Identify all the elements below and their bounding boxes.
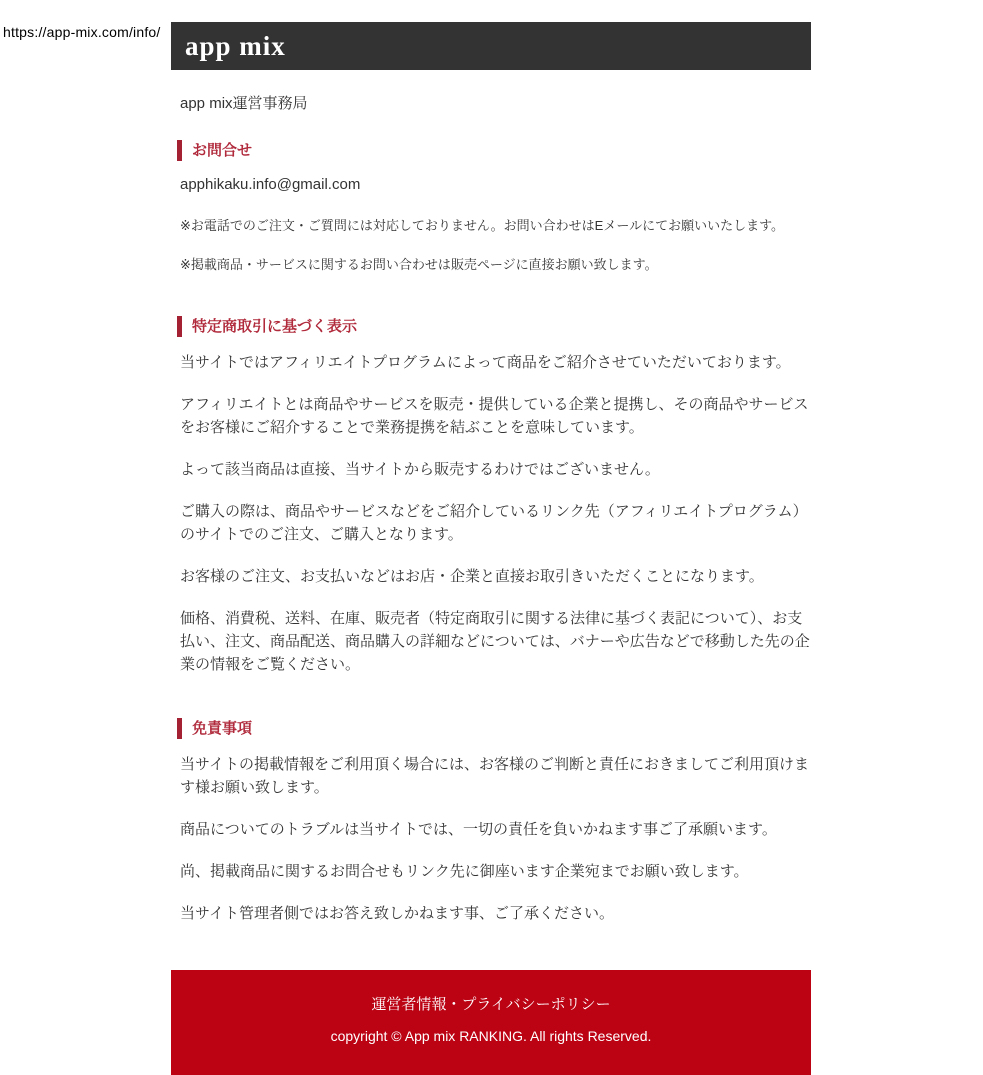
site-title[interactable]: app mix xyxy=(185,30,286,61)
paragraph: 商品についてのトラブルは当サイトでは、一切の責任を負いかねます事ご了承願います。 xyxy=(180,821,777,838)
contact-note: ※掲載商品・サービスに関するお問い合わせは販売ページに直接お願い致します。 xyxy=(180,257,658,272)
paragraph: アフィリエイトとは商品やサービスを販売・提供している企業と提携し、その商品やサービスをお客様にご紹介することで業務提携を結ぶことを意味しています。 xyxy=(180,396,809,436)
paragraph: ご購入の際は、商品やサービスなどをご紹介しているリンク先（アフィリエイトプログラム）のサイトでのご注文、ご購入となります。 xyxy=(180,503,808,543)
section-heading-disclaimer: 免責事項 xyxy=(177,718,811,739)
site-header xyxy=(171,22,811,70)
paragraph: 価格、消費税、送料、在庫、販売者（特定商取引に関する法律に基づく表記について）、お支払い、注文、商品配送、商品購入の詳細などについては、バナーや広告などで移動した先の企業の情報をご覧ください。 xyxy=(180,610,810,673)
page-container xyxy=(171,22,811,1075)
footer-copyright: copyright © App mix RANKING. All rights Reserved. xyxy=(330,1028,652,1044)
paragraph: 尚、掲載商品に関するお問合せもリンク先に御座います企業宛までお願い致します。 xyxy=(180,863,749,880)
browser-url: https://app-mix.com/info/ xyxy=(3,24,161,40)
contact-email: apphikaku.info@gmail.com xyxy=(180,176,361,193)
paragraph: お客様のご注文、お支払いなどはお店・企業と直接お取引きいただくことになります。 xyxy=(180,568,764,585)
paragraph: 当サイトの掲載情報をご利用頂く場合には、お客様のご判断と責任におきましてご利用頂けます様お願い致します。 xyxy=(180,756,809,796)
paragraph: よって該当商品は直接、当サイトから販売するわけではございません。 xyxy=(180,461,660,478)
paragraph: 当サイトではアフィリエイトプログラムによって商品をご紹介させていただいております。 xyxy=(180,354,791,371)
section-heading-tokutei: 特定商取引に基づく表示 xyxy=(177,316,811,337)
operator-line: app mix運営事務局 xyxy=(180,95,308,112)
footer-privacy-link[interactable]: 運営者情報・プライバシーポリシー xyxy=(371,996,611,1013)
page-footer xyxy=(171,970,811,1075)
section-heading-contact: お問合せ xyxy=(177,140,811,161)
contact-note: ※お電話でのご注文・ご質問には対応しておりません。お問い合わせはEメールにてお願いいたします。 xyxy=(180,218,785,233)
paragraph: 当サイト管理者側ではお答え致しかねます事、ご了承ください。 xyxy=(180,905,614,922)
